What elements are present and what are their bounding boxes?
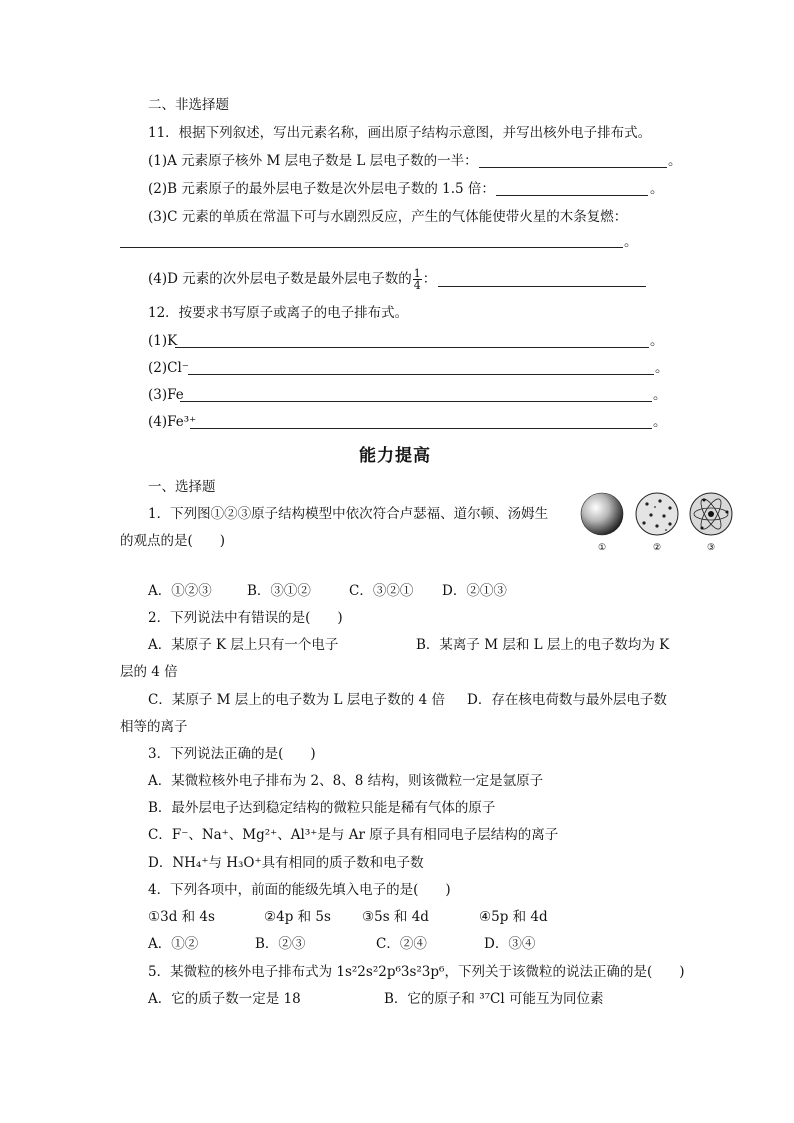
q1-option-d: D．②①③ — [442, 583, 507, 599]
q5-option-a: A．它的质子数一定是 18 — [148, 991, 301, 1007]
q1-stem-line2: 的观点的是( ) — [120, 533, 226, 549]
end-mark: 。 — [653, 414, 667, 430]
q1-stem-line1: 1．下列图①②③原子结构模型中依次符合卢瑟福、道尔顿、汤姆生 — [148, 506, 549, 522]
q11-part2: (2)B 元素原子的最外层电子数是次外层电子数的 1.5 倍： — [148, 181, 495, 197]
q4-item-2: ②4p 和 5s — [264, 909, 331, 925]
q3-option-a: A．某微粒核外电子排布为 2、8、8 结构，则该微粒一定是氩原子 — [148, 773, 544, 789]
q4-item-4: ④5p 和 4d — [479, 909, 548, 925]
q1-option-b: B．③①② — [247, 583, 311, 599]
q1-option-c: C．③②① — [349, 583, 414, 599]
end-mark: 。 — [653, 387, 667, 403]
q4-item-3: ③5s 和 4d — [362, 909, 429, 925]
q3-option-b: B．最外层电子达到稳定结构的微粒只能是稀有气体的原子 — [148, 800, 496, 816]
q4-option-a: A．①② — [148, 936, 199, 952]
q2-stem: 2．下列说法中有错误的是( ) — [148, 610, 343, 626]
q5-stem: 5．某微粒的核外电子排布式为 1s²2s²2p⁶3s²3p⁶，下列关于该微粒的说法正确的是( ) — [148, 964, 685, 980]
fraction-numerator: 1 — [413, 267, 421, 280]
q12-item-3: (3)Fe — [148, 387, 184, 403]
q4-option-b: B．②③ — [255, 936, 306, 952]
q3-stem: 3．下列说法正确的是( ) — [148, 746, 316, 762]
q12-item-2: (2)Cl⁻ — [148, 360, 189, 376]
q11-part3: (3)C 元素的单质在常温下可与水剧烈反应，产生的气体能使带火星的木条复燃： — [148, 209, 628, 225]
answer-blank — [438, 286, 646, 287]
section-heading: 二、非选择题 — [148, 97, 229, 113]
section-title: 能力提高 — [359, 446, 431, 466]
answer-blank — [175, 347, 649, 348]
end-mark: 。 — [668, 153, 682, 169]
q11-part1: (1)A 元素原子核外 M 层电子数是 L 层电子数的一半： — [148, 153, 478, 169]
model-label-2: ② — [652, 543, 662, 553]
answer-blank — [120, 247, 623, 248]
model-label-1: ① — [597, 543, 607, 553]
q4-option-c: C．②④ — [376, 936, 427, 952]
end-mark: 。 — [624, 234, 638, 250]
end-mark: 。 — [650, 333, 664, 349]
q11-part4-text: (4)D 元素的次外层电子数是最外层电子数的 — [148, 271, 412, 287]
q3-option-d: D．NH₄⁺与 H₃O⁺具有相同的质子数和电子数 — [148, 855, 424, 871]
q11-part4 — [148, 268, 436, 291]
q12-item-1: (1)K — [148, 333, 178, 349]
q2-option-d-cont: 相等的离子 — [120, 719, 188, 735]
solid-sphere-model — [581, 493, 623, 535]
end-mark: 。 — [655, 360, 669, 376]
q2-option-b: B．某离子 M 层和 L 层上的电子数均为 K — [416, 637, 670, 653]
q2-option-c: C．某原子 M 层上的电子数为 L 层电子数的 4 倍 — [148, 692, 445, 708]
q2-option-b-cont: 层的 4 倍 — [120, 664, 178, 680]
q11-stem: 11．根据下列叙述，写出元素名称，画出原子结构示意图，并写出核外电子排布式。 — [148, 125, 652, 141]
q4-stem: 4．下列各项中，前面的能级先填入电子的是( ) — [148, 882, 451, 898]
answer-blank — [496, 195, 648, 196]
fraction — [413, 268, 422, 291]
q12-stem: 12．按要求书写原子或离子的电子排布式。 — [148, 305, 409, 321]
q2-option-a: A．某原子 K 层上只有一个电子 — [148, 637, 339, 653]
answer-blank — [190, 428, 652, 429]
answer-blank — [188, 374, 654, 375]
section-heading: 一、选择题 — [148, 479, 216, 495]
q3-option-c: C．F⁻、Na⁺、Mg²⁺、Al³⁺是与 Ar 原子具有相同电子层结构的离子 — [148, 827, 559, 843]
q5-option-b: B．它的原子和 ³⁷Cl 可能互为同位素 — [384, 991, 604, 1007]
q2-option-d: D．存在核电荷数与最外层电子数 — [467, 692, 667, 708]
plum-pudding-model — [636, 493, 678, 535]
atom-models-figure — [580, 492, 750, 554]
q4-item-1: ①3d 和 4s — [148, 909, 215, 925]
answer-blank — [180, 401, 652, 402]
q4-option-d: D．③④ — [484, 936, 536, 952]
answer-blank — [479, 167, 667, 168]
q12-item-4: (4)Fe³⁺ — [148, 414, 197, 430]
end-mark: 。 — [650, 181, 664, 197]
q1-option-a: A．①②③ — [148, 583, 212, 599]
nuclear-model — [690, 493, 732, 535]
q11-part4-colon: ： — [422, 271, 437, 287]
model-label-3: ③ — [706, 543, 716, 553]
fraction-denominator: 4 — [413, 279, 421, 292]
